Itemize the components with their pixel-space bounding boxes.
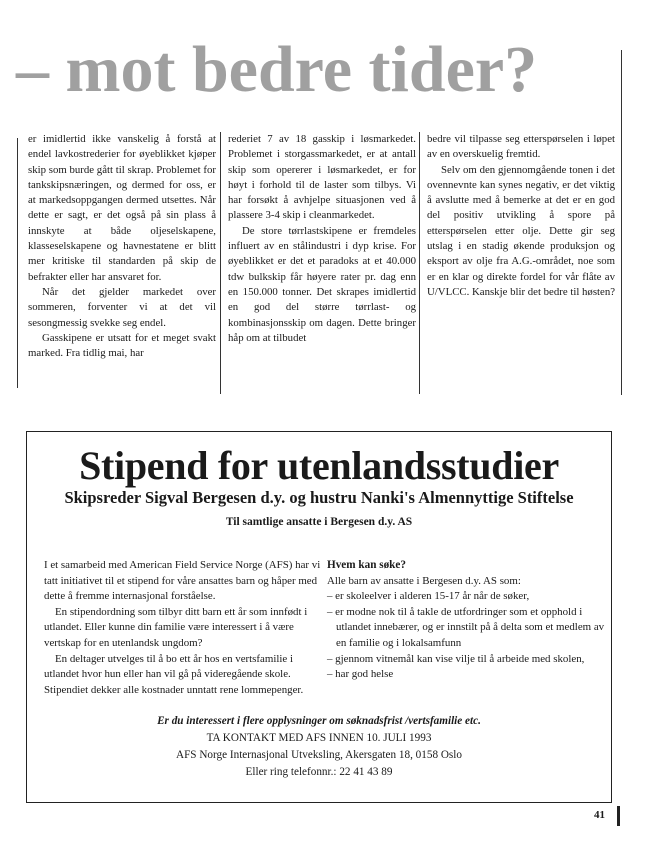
ad-title: Stipend for utenlandsstudier <box>79 443 559 488</box>
article-paragraph: De store tørrlastskipene er fremdeles influert av en stålindustri i dyp krise. For øyeblikket er det et paradoks at et 40.000 tdw bulkskip får høyere rater pr. dag enn en 150.000 tonner. Det skrapes imidlertid en god del større tørrlast- og kombinasjonsskip om dagen. Dette bringer håp om at tilbudet <box>228 224 416 344</box>
ad-paragraph: En stipendordning som tilbyr ditt barn ett år som innfødt i utlandet. Eller kunne din familie være interessert i å være vertskap for en utenlandsk ungdom? <box>44 605 308 649</box>
ad-description <box>44 558 324 698</box>
page-edge-marker <box>617 806 620 826</box>
ad-footer-phone: Eller ring telefonnr.: 22 41 43 89 <box>245 766 393 778</box>
ad-subtitle: Skipsreder Sigval Bergesen d.y. og hustru Nanki's Almennyttige Stiftelse <box>64 488 574 507</box>
eligibility-item: – gjennom vitnemål kan vise vilje til å arbeide med skolen, <box>327 652 585 665</box>
ad-tagline: Til samtlige ansatte i Bergesen d.y. AS <box>225 516 413 528</box>
ad-paragraph: En deltager utvelges til å bo ett år hos en vertsfamilie i utlandet hvor hun eller han vil gå på videregående skole. Stipendiet dekker alle kostnader unntatt rene lommepenger. <box>44 652 304 696</box>
article-column-1 <box>28 132 216 394</box>
eligibility-heading: Hvem kan søke? <box>327 559 406 571</box>
article-paragraph: Når det gjelder markedet over sommeren, forventer vi at det vil sesongmessig svekke seg endel. <box>28 285 216 329</box>
column-rule-right <box>621 50 622 395</box>
column-rule-left <box>17 138 18 388</box>
eligibility-item: – har god helse <box>327 668 394 681</box>
scholarship-advertisement <box>26 431 612 803</box>
ad-footer-contact: TA KONTAKT MED AFS INNEN 10. JULI 1993 <box>206 732 432 744</box>
column-rule-2 <box>419 132 420 394</box>
article-paragraph: Selv om den gjennomgående tonen i det ovennevnte kan synes negativ, er det viktig å avslutte med å bemerke at det er en god del positiv utvikling å spore på etterspørselen etter olje. Dette gir seg utslag i en stadig økende produksjon og eksport av olje fra A.G.-området, noe som er en klar og direkte fordel for vår flåte av U/VLCC. Kanskje blir det bedre til høsten? <box>427 163 615 298</box>
article-column-2 <box>228 132 416 394</box>
page-number: 41 <box>594 809 605 821</box>
headline: – mot bedre tider? <box>16 33 538 106</box>
article-paragraph: er imidlertid ikke vanskelig å forstå at endel lavkostrederier for øyeblikket kjøper skip som burde gått til skrap. Problemet for tankskipsnæringen, og dermed for oss, er at markedsoppgangen dermed utsettes. Når dette er sagt, er det også på sin plass å innskyte at både oljeselskapene, klasseselskapene og havnestatene er blitt mer kritiske til standarden på skip de befrakter eller har ansvaret for. <box>28 133 216 283</box>
article-paragraph: rederiet 7 av 18 gasskip i løsmarkedet. Problemet i storgassmarkedet, er at antall skip som opererer i løsmarkedet, er for høyt i forhold til de laster som tilbys. Vi har forsøkt å avhjelpe situasjonen ved å plassere 3-4 skip i cleanmarkedet. <box>228 133 416 222</box>
article-column-3 <box>427 132 615 394</box>
ad-footer-address: AFS Norge Internasjonal Utveksling, Akersgaten 18, 0158 Oslo <box>176 749 462 761</box>
eligibility-intro: Alle barn av ansatte i Bergesen d.y. AS som: <box>327 574 521 587</box>
column-rule-1 <box>220 132 221 394</box>
article-paragraph: bedre vil tilpasse seg etterspørselen i løpet av en overskuelig fremtid. <box>427 133 615 161</box>
eligibility-item: – er skoleelver i alderen 15-17 år når de søker, <box>327 590 530 603</box>
ad-contact-footer <box>27 713 611 781</box>
ad-footer-question: Er du interessert i flere opplysninger om søknadsfrist /vertsfamilie etc. <box>157 715 481 727</box>
eligibility-item: – er modne nok til å takle de utfordringer som et opphold i utlandet innebærer, og er innstilt på å delta som et medlem av en familie og i lokalsamfunn <box>327 605 605 649</box>
ad-paragraph: I et samarbeid med American Field Service Norge (AFS) har vi tatt initiativet til et stipend for våre ansattes barn og håper med dette å fremme internasjonal forståelse. <box>44 559 321 603</box>
ad-eligibility <box>327 558 607 683</box>
article-paragraph: Gasskipene er utsatt for et meget svakt marked. Fra tidlig mai, har <box>28 331 216 360</box>
